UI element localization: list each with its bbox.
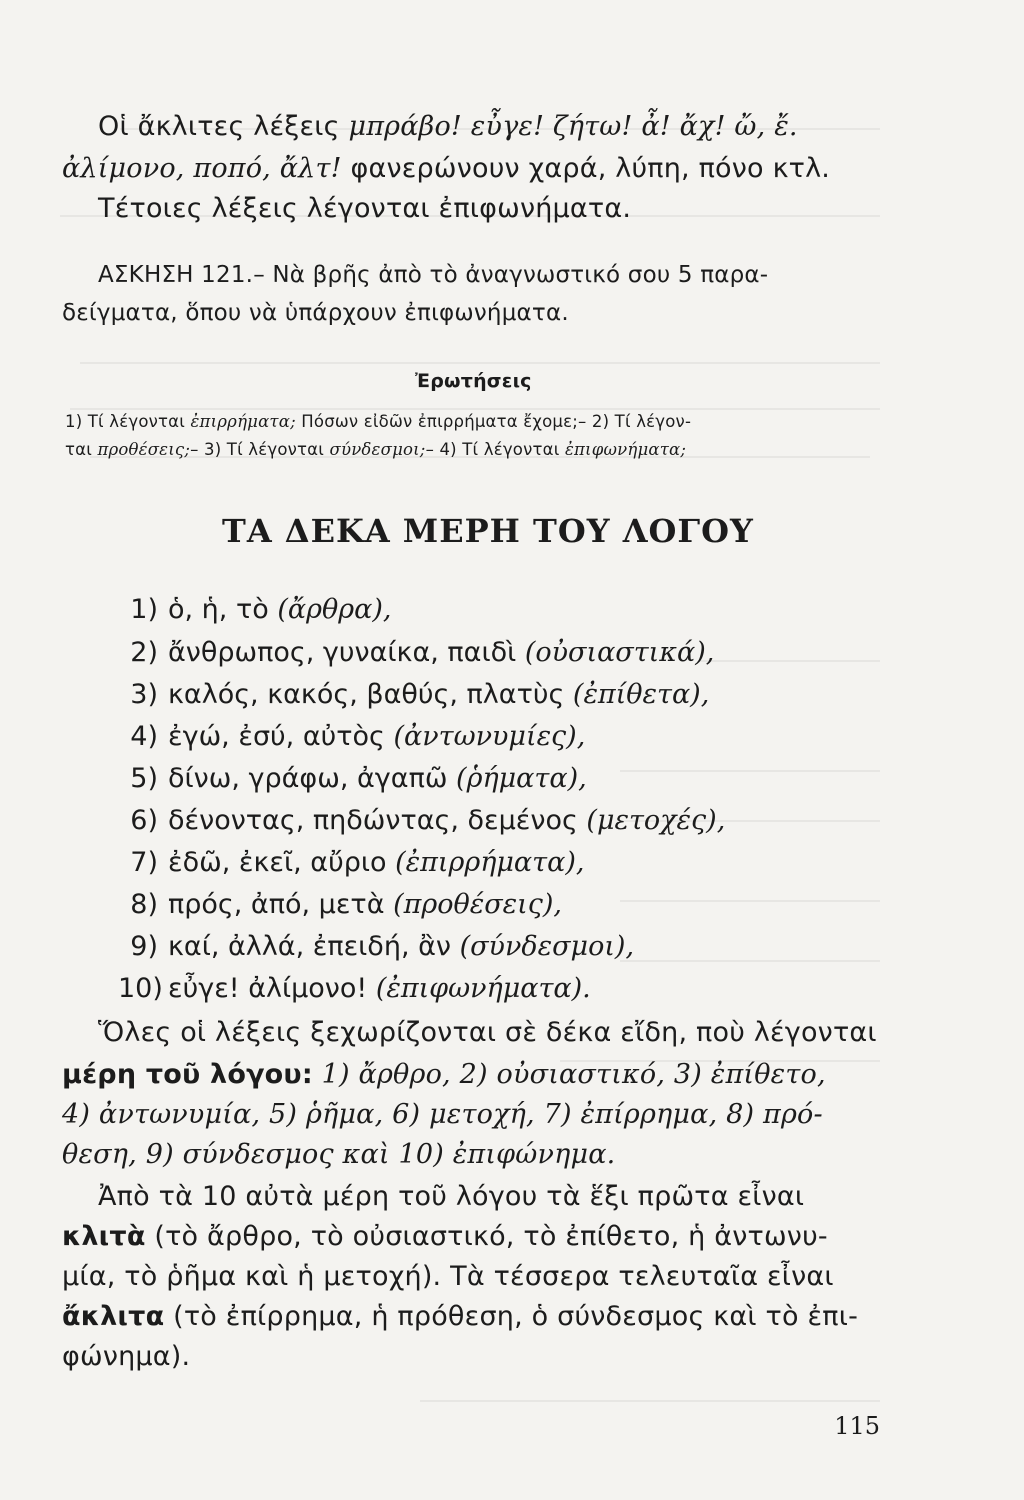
- summary-line-2: μέρη τοῦ λόγου: 1) ἄρθρο, 2) οὐσιαστικό, 3) ἐπίθετο,: [62, 1059, 826, 1090]
- list-item: 2) ἄνθρωπος, γυναίκα, παιδὶ (οὐσιαστικά),: [130, 637, 715, 668]
- questions-line-1: 1) Τί λέγονται ἐπιρρήματα; Πόσων εἰδῶν ἐπιρρήματα ἔχομε;– 2) Τί λέγον-: [65, 412, 692, 431]
- closing-line-4: ἄκλιτα (τὸ ἐπίρρημα, ἡ πρόθεση, ὁ σύνδεσμος καὶ τὸ ἐπι-: [62, 1301, 859, 1332]
- list-item: 3) καλός, κακός, βαθύς, πλατὺς (ἐπίθετα),: [130, 679, 710, 710]
- exercise-line-2: δείγματα, ὅπου νὰ ὑπάρχουν ἐπιφωνήματα.: [62, 300, 569, 326]
- exercise-line-1: ΑΣΚΗΣΗ 121.– Νὰ βρῆς ἀπὸ τὸ ἀναγνωστικό σου 5 παρα-: [98, 262, 769, 288]
- closing-line-1: Ἀπὸ τὰ 10 αὐτὰ μέρη τοῦ λόγου τὰ ἕξι πρῶτα εἶναι: [98, 1181, 805, 1212]
- list-item: 6) δένοντας, πηδώντας, δεμένος (μετοχές),: [130, 805, 726, 836]
- summary-line-4: θεση, 9) σύνδεσμος καὶ 10) ἐπιφώνημα.: [62, 1139, 616, 1170]
- list-item: 7) ἐδῶ, ἐκεῖ, αὔριο (ἐπιρρήματα),: [130, 847, 585, 878]
- list-item: 5) δίνω, γράφω, ἀγαπῶ (ῥήματα),: [130, 763, 587, 794]
- summary-line-3: 4) ἀντωνυμία, 5) ῥῆμα, 6) μετοχή, 7) ἐπίρρημα, 8) πρό-: [62, 1099, 823, 1130]
- list-item: 1) ὁ, ἡ, τὸ (ἄρθρα),: [130, 594, 392, 625]
- closing-line-3: μία, τὸ ῥῆμα καὶ ἡ μετοχή). Τὰ τέσσερα τελευταῖα εἶναι: [62, 1261, 834, 1292]
- intro-line-1: Οἱ ἄκλιτες λέξεις μπράβο! εὖγε! ζήτω! ἆ! ἄχ! ὤ, ἔ.: [98, 111, 798, 142]
- list-item: 4) ἐγώ, ἐσύ, αὐτὸς (ἀντωνυμίες),: [130, 721, 586, 752]
- intro-line-3: Τέτοιες λέξεις λέγονται ἐπιφωνήματα.: [98, 193, 632, 224]
- section-title: ΤΑ ΔΕΚΑ ΜΕΡΗ ΤΟΥ ΛΟΓΟΥ: [222, 512, 754, 550]
- closing-line-2: κλιτὰ (τὸ ἄρθρο, τὸ οὐσιαστικό, τὸ ἐπίθετο, ἡ ἀντωνυ-: [62, 1221, 828, 1252]
- list-item: 8) πρός, ἀπό, μετὰ (προθέσεις),: [130, 889, 562, 920]
- summary-line-1: Ὅλες οἱ λέξεις ξεχωρίζονται σὲ δέκα εἴδη, ποὺ λέγονται: [98, 1017, 877, 1048]
- questions-heading: Ἐρωτήσεις: [415, 370, 532, 392]
- questions-line-2: ται προθέσεις;– 3) Τί λέγονται σύνδεσμοι;– 4) Τί λέγονται ἐπιφωνήματα;: [65, 440, 687, 459]
- closing-line-5: φώνημα).: [62, 1341, 191, 1372]
- page-number: 115: [834, 1412, 880, 1440]
- list-item: 10) εὖγε! ἀλίμονο! (ἐπιφωνήματα).: [118, 973, 591, 1004]
- intro-line-2: ἀλίμονο, ποπό, ἄλτ! φανερώνουν χαρά, λύπη, πόνο κτλ.: [62, 153, 831, 184]
- list-item: 9) καί, ἀλλά, ἐπειδή, ἂν (σύνδεσμοι),: [130, 931, 635, 962]
